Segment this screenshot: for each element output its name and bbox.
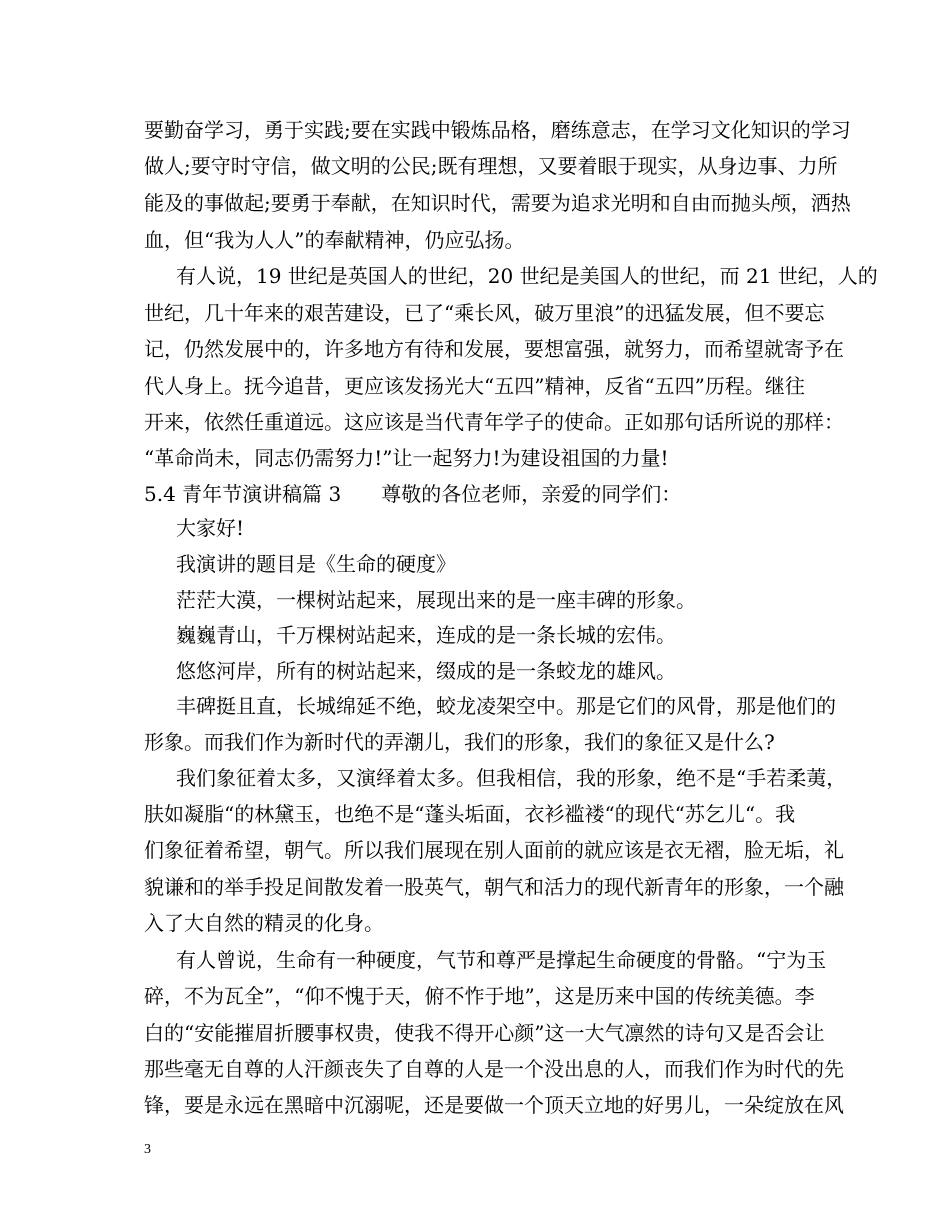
paragraph-line: 我们象征着太多，又演绎着太多。但我相信，我的形象，绝不是“手若柔荑， [176, 766, 847, 790]
paragraph-line: 做人;要守时守信，做文明的公民;既有理想，又要着眼于现实，从身边事、力所 [144, 154, 838, 178]
paragraph-line: 入了大自然的精灵的化身。 [144, 911, 384, 935]
paragraph-line: 巍巍青山，千万棵树站起来，连成的是一条长城的宏伟。 [176, 623, 676, 647]
paragraph-line: 形象。而我们作为新时代的弄潮儿，我们的形象，我们的象征又是什么? [144, 730, 775, 754]
greeting-line: 大家好! [176, 516, 245, 540]
paragraph-line: 有人说，19 世纪是英国人的世纪，20 世纪是美国人的世纪，而 21 世纪，人的 [176, 264, 878, 288]
paragraph-line: “革命尚未，同志仍需努力!”让一起努力!为建设祖国的力量! [144, 446, 669, 470]
paragraph-line: 丰碑挺且直，长城绵延不绝，蛟龙凌架空中。那是它们的风骨，那是他们的 [176, 694, 836, 718]
paragraph-line: 那些毫无自尊的人汗颜丧失了自尊的人是一个没出息的人，而我们作为时代的先 [144, 1057, 844, 1081]
paragraph-line: 肤如凝脂“的林黛玉，也绝不是“蓬头垢面，衣衫褴褛“的现代“苏乞儿“。我 [144, 802, 796, 826]
paragraph-line: 世纪，几十年来的艰苦建设，已了“乘长风，破万里浪”的迅猛发展，但不要忘 [144, 301, 825, 325]
paragraph-line: 貌谦和的举手投足间散发着一股英气，朝气和活力的现代新青年的形象，一个融 [144, 875, 844, 899]
paragraph-line: 记，仍然发展中的，许多地方有待和发展，要想富强，就努力，而希望就寄予在 [144, 337, 844, 361]
paragraph-line: 悠悠河岸，所有的树站起来，缀成的是一条蛟龙的雄风。 [176, 659, 676, 683]
paragraph-line: 开来，依然任重道远。这应该是当代青年学子的使命。正如那句话所说的那样： [144, 410, 844, 434]
paragraph-line: 碎，不为瓦全”，“仰不愧于天，俯不怍于地”，这是历来中国的传统美德。李 [144, 984, 815, 1008]
paragraph-line: 茫茫大漠，一棵树站起来，展现出来的是一座丰碑的形象。 [176, 588, 696, 612]
paragraph-line: 代人身上。抚今追昔，更应该发扬光大“五四”精神，反省“五四”历程。继往 [144, 374, 805, 398]
paragraph-line: 血，但“我为人人”的奉献精神，仍应弘扬。 [144, 228, 525, 252]
paragraph-line: 锋，要是永远在黑暗中沉溺呢，还是要做一个顶天立地的好男儿，一朵绽放在风 [144, 1093, 844, 1117]
paragraph-line: 能及的事做起;要勇于奉献，在知识时代，需要为追求光明和自由而抛头颅，洒热 [144, 191, 851, 215]
paragraph-line: 有人曾说，生命有一种硬度，气节和尊严是撑起生命硬度的骨骼。“宁为玉 [176, 948, 827, 972]
paragraph-line: 白的“安能摧眉折腰事权贵，使我不得开心颜”这一大气凛然的诗句又是否会让 [144, 1021, 825, 1045]
paragraph-line: 要勤奋学习，勇于实践;要在实践中锻炼品格，磨练意志，在学习文化知识的学习 [144, 118, 851, 142]
page-number: 3 [144, 1142, 151, 1157]
section-heading-line: 5.4 青年节演讲稿篇 3 尊敬的各位老师，亲爱的同学们： [144, 482, 682, 506]
paragraph-line: 们象征着希望，朝气。所以我们展现在别人面前的就应该是衣无褶，脸无垢，礼 [144, 838, 844, 862]
speech-title-line: 我演讲的题目是《生命的硬度》 [176, 552, 456, 576]
